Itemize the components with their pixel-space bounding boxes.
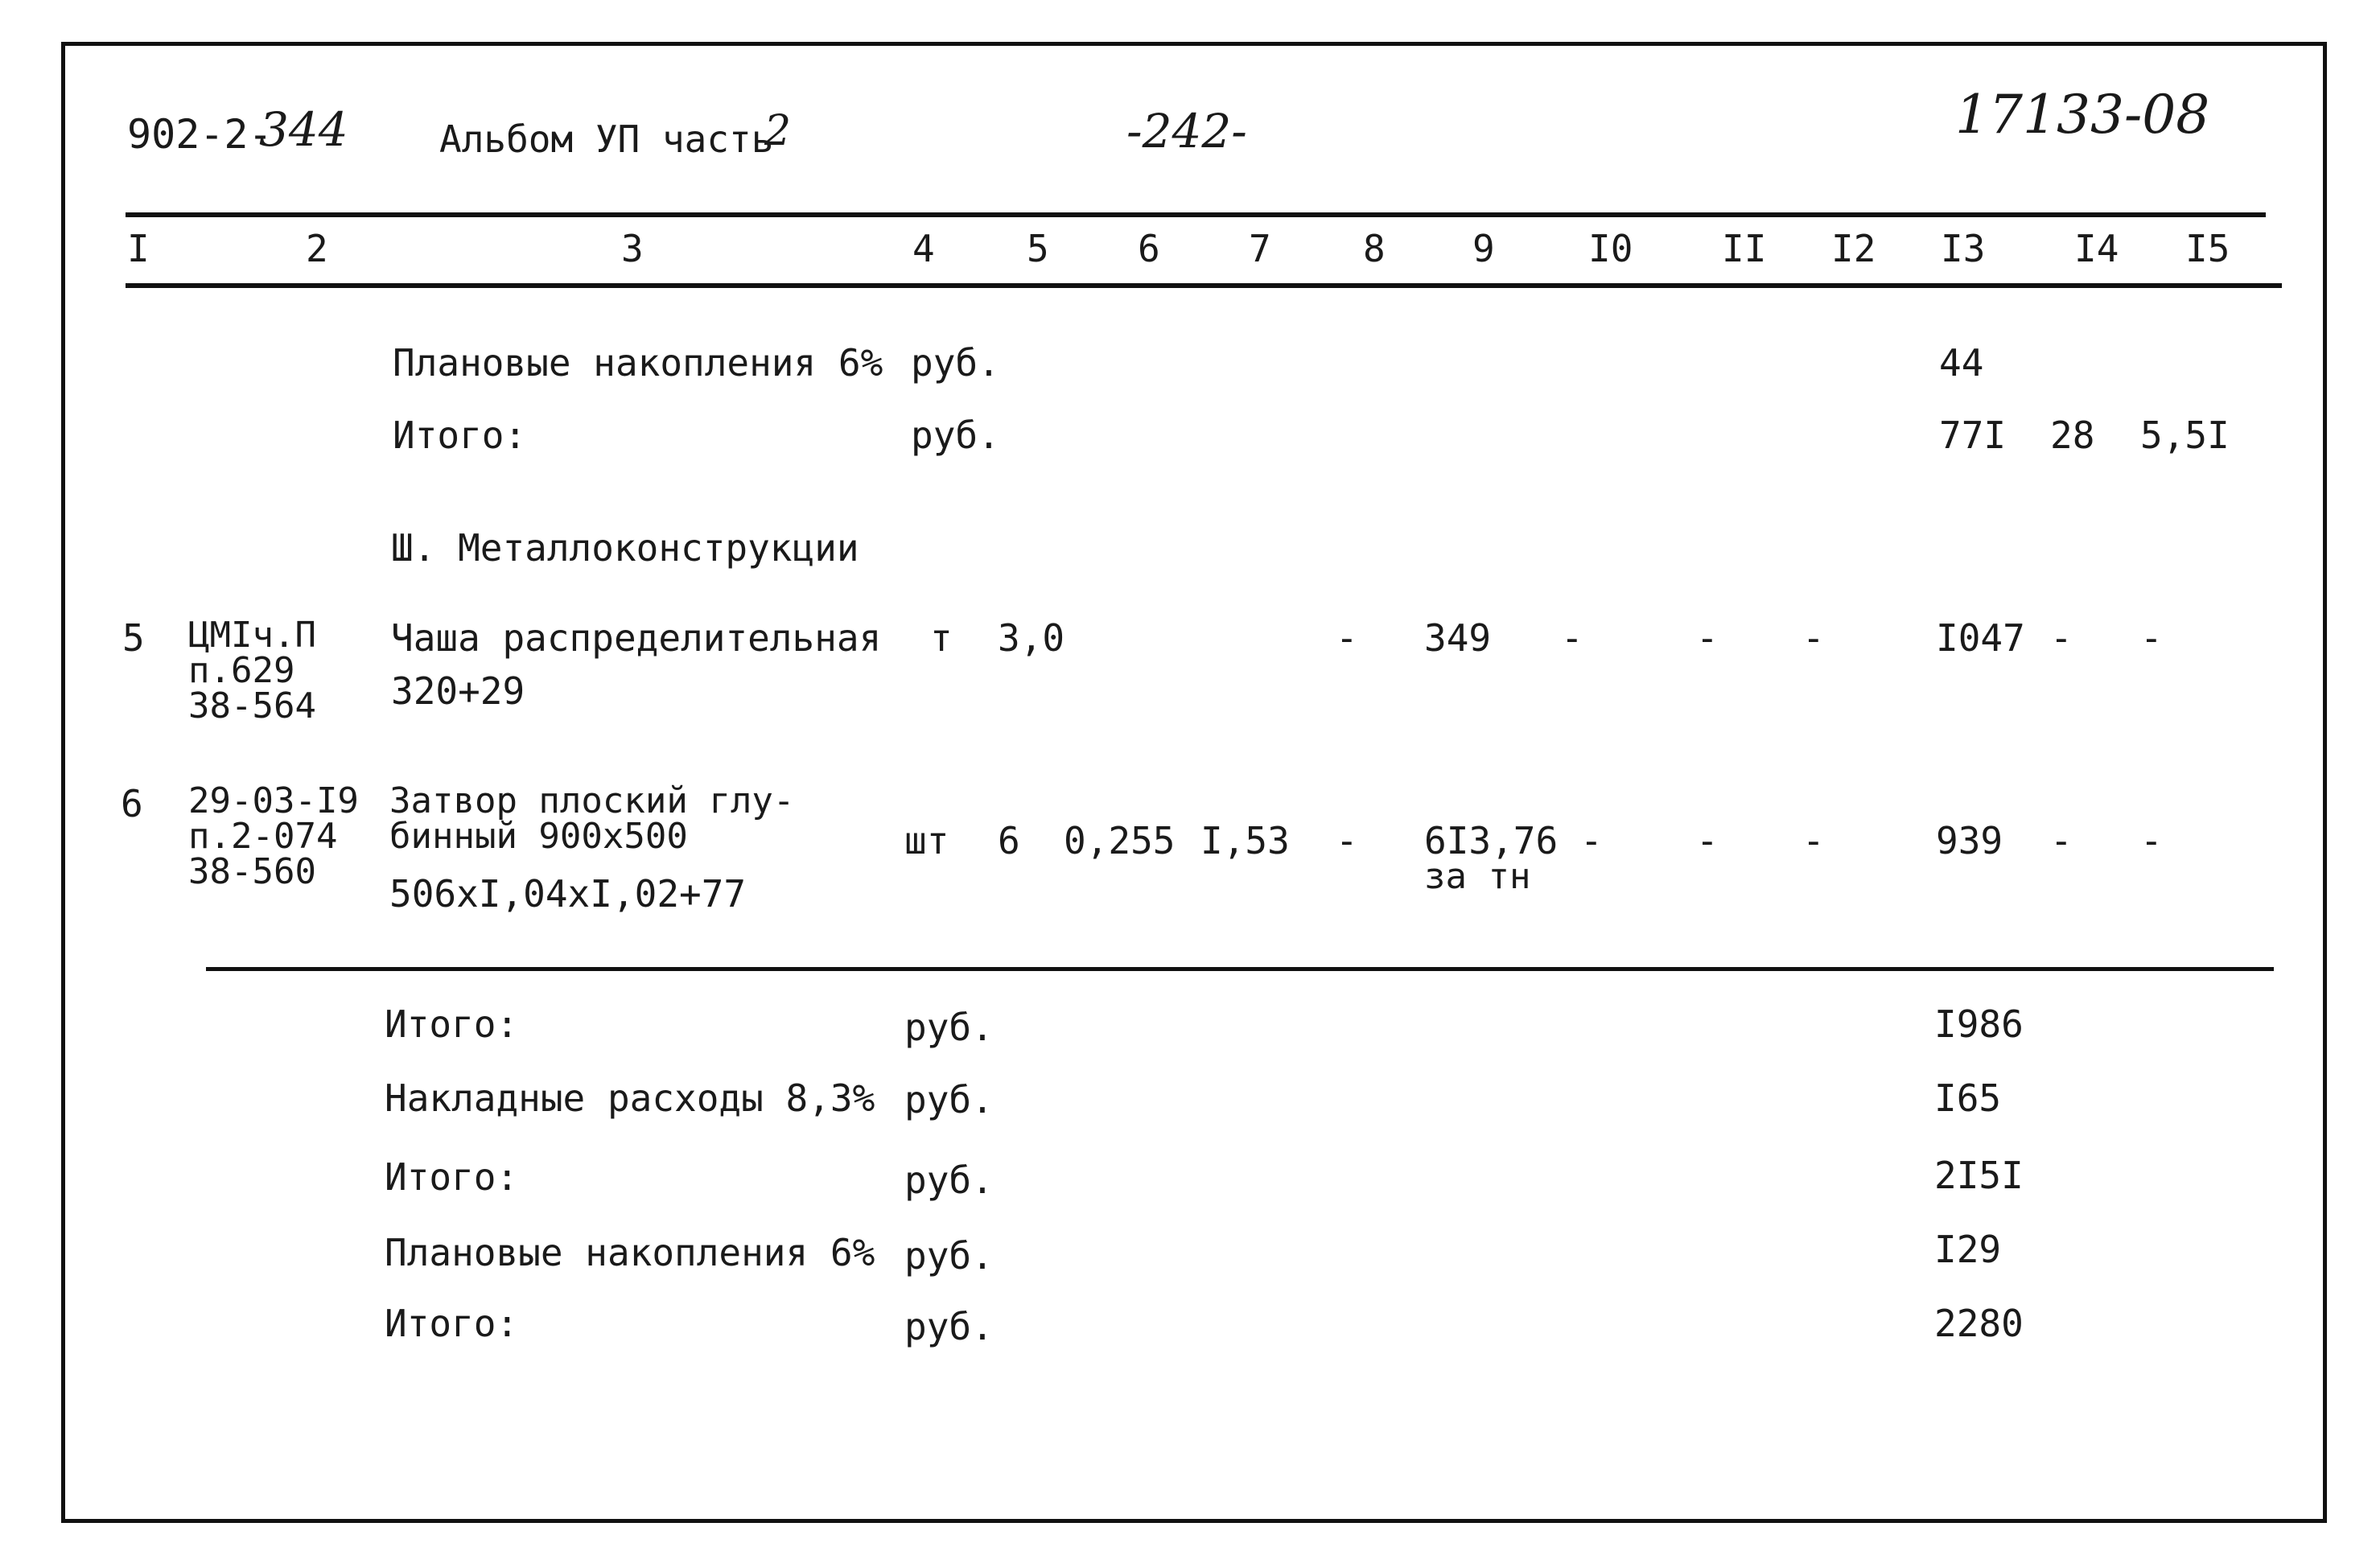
summary-total: I65 [1934, 1076, 2002, 1120]
summary-total: I986 [1934, 1002, 2024, 1046]
row-col15: - [2140, 819, 2163, 862]
col-header-3: 3 [621, 227, 644, 270]
page-number: -242- [1126, 104, 1247, 158]
row-number: 5 [122, 616, 145, 660]
row-name-line: бинный 900х500 [389, 816, 688, 857]
summary-unit: руб. [911, 341, 1000, 385]
album-label: Альбом УП часть [439, 117, 774, 161]
section-title: Ш. Металлоконструкции [391, 526, 859, 570]
summary-label: Накладные расходы 8,3% [385, 1076, 875, 1120]
summary-label: Плановые накопления 6% [393, 341, 883, 385]
row-col12: - [1802, 616, 1825, 660]
row-col8: - [1336, 616, 1358, 660]
summary-label: Итого: [393, 414, 527, 457]
summary-col14: 28 [2050, 414, 2095, 457]
row-price-note: за тн [1424, 856, 1531, 897]
row-name-line: 506хI,04хI,02+77 [389, 872, 747, 916]
row-price: 6I3,76 [1424, 819, 1559, 862]
sheet-code: 17133-08 [1955, 84, 2210, 146]
row-price: 349 [1424, 616, 1492, 660]
row-number: 6 [121, 782, 143, 825]
row-col7: I,53 [1200, 819, 1290, 862]
col-header-1: I [127, 227, 150, 270]
album-part: 2 [764, 107, 792, 155]
header-top-rule [126, 212, 2266, 217]
row-col6: 0,255 [1064, 819, 1176, 862]
summary-total: 77I [1939, 414, 2007, 457]
summary-label: Итого: [385, 1002, 519, 1046]
col-header-14: I4 [2074, 227, 2119, 270]
row-total: I047 [1936, 616, 2025, 660]
col-header-4: 4 [912, 227, 935, 270]
summary-label: Итого: [385, 1302, 519, 1345]
row-name-line: 320+29 [391, 669, 525, 713]
row-col14: - [2050, 616, 2073, 660]
col-header-9: 9 [1472, 227, 1495, 270]
row-col11: - [1696, 819, 1719, 862]
row-name-line: Затвор плоский глу- [389, 780, 795, 821]
row-col8: - [1336, 819, 1358, 862]
summary-unit: руб. [911, 414, 1000, 457]
row-col12: - [1802, 819, 1825, 862]
row-ref-line: п.2-074 [188, 816, 338, 857]
col-header-2: 2 [306, 227, 328, 270]
row-ref-line: ЦМIч.П [188, 615, 316, 656]
summary-unit: руб. [904, 1159, 994, 1202]
summary-unit: руб. [904, 1305, 994, 1348]
row-ref-line: п.629 [188, 650, 295, 691]
col-header-5: 5 [1027, 227, 1049, 270]
row-unit: т [930, 616, 953, 660]
col-header-11: II [1722, 227, 1767, 270]
summary-unit: руб. [904, 1234, 994, 1278]
header-bottom-rule [126, 283, 2282, 288]
summary-col15: 5,5I [2140, 414, 2230, 457]
row-col14: - [2050, 819, 2073, 862]
summary-label: Итого: [385, 1155, 519, 1199]
row-col15: - [2140, 616, 2163, 660]
summary-total: 2I5I [1934, 1154, 2024, 1197]
row-unit: шт [904, 819, 949, 862]
summary-total: 2280 [1934, 1302, 2024, 1345]
page-frame-bottom [61, 1519, 2327, 1523]
row-ref-line: 38-560 [188, 851, 316, 892]
row-quantity: 6 [998, 819, 1020, 862]
col-header-7: 7 [1249, 227, 1271, 270]
row-col11: - [1696, 616, 1719, 660]
row-col10: - [1561, 616, 1583, 660]
col-header-12: I2 [1831, 227, 1876, 270]
col-header-13: I3 [1941, 227, 1986, 270]
col-header-15: I5 [2185, 227, 2230, 270]
row-quantity: 3,0 [998, 616, 1065, 660]
project-prefix: 902-2- [127, 111, 273, 158]
row-ref-line: 38-564 [188, 685, 316, 726]
col-header-8: 8 [1363, 227, 1386, 270]
row-col10: - [1580, 819, 1603, 862]
row-ref-line: 29-03-I9 [188, 780, 359, 821]
summary-label: Плановые накопления 6% [385, 1231, 875, 1274]
summary-unit: руб. [904, 1078, 994, 1121]
row-total: 939 [1936, 819, 2003, 862]
col-header-6: 6 [1138, 227, 1160, 270]
summary-unit: руб. [904, 1006, 994, 1049]
project-number: 344 [259, 102, 348, 157]
col-header-10: I0 [1588, 227, 1633, 270]
summary-total: I29 [1934, 1228, 2002, 1271]
summary-total: 44 [1939, 341, 1984, 385]
section-divider [206, 967, 2274, 971]
row-name-line: Чаша распределительная [391, 616, 882, 660]
